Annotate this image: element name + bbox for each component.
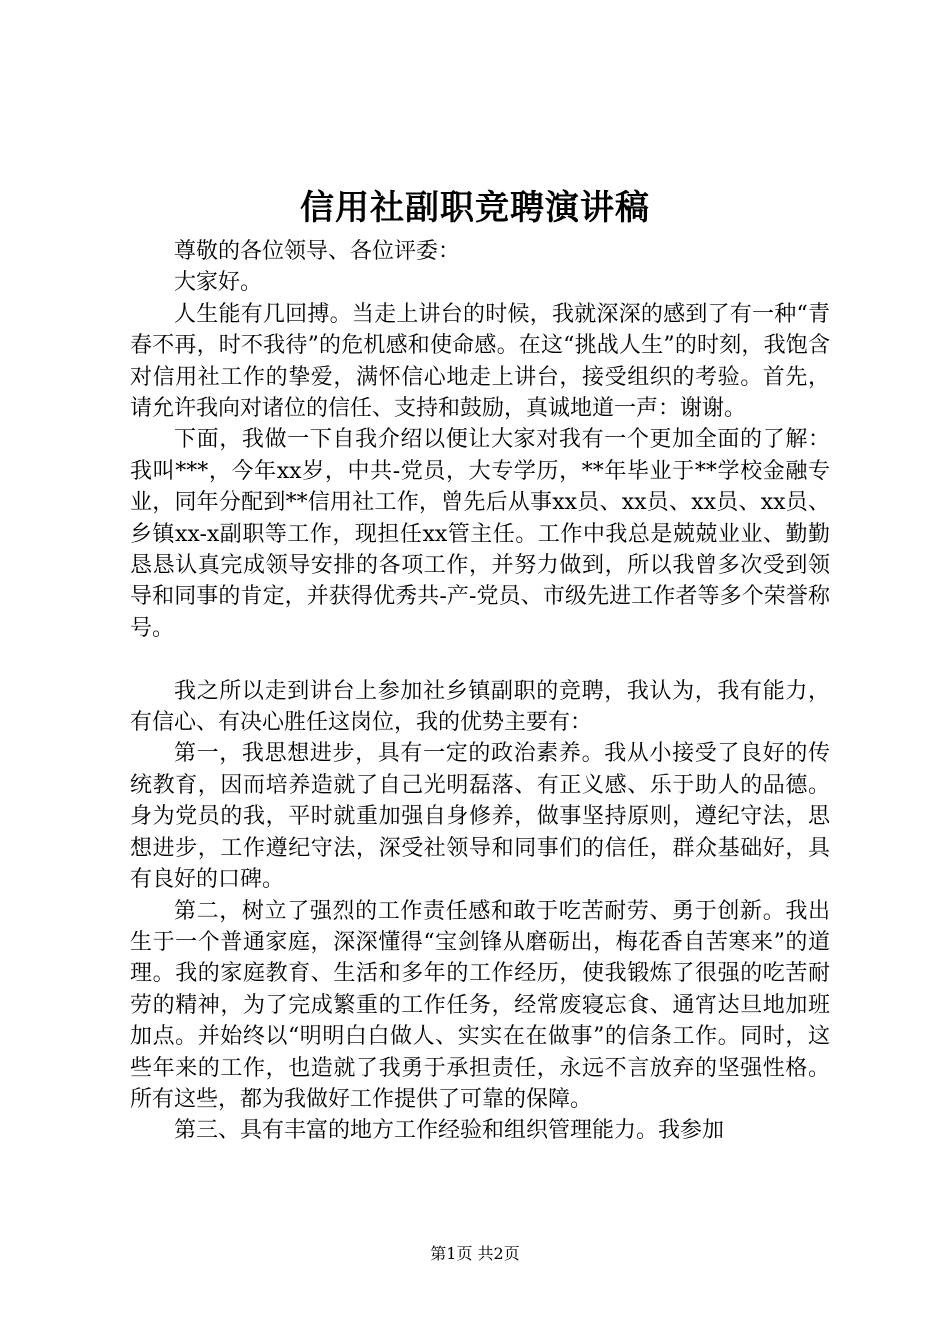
greeting: 大家好。 bbox=[174, 270, 263, 296]
paragraph-advantage-two: 第二，树立了强烈的工作责任感和敢于吃苦耐劳、勇于创新。我出生于一个普通家庭，深深懂得“宝剑锋从磨砺出，梅花香自苦寒来”的道理。我的家庭教育、生活和多年的工作经历，使我锻炼了很强的吃苦耐劳的精神，为了完成繁重的工作任务，经常废寝忘食、通宵达旦地加班加点。并始终以“明明白白做人、实实在在做事”的信条工作。同时，这些年来的工作，也造就了我勇于承担责任，永远不言放弃的坚强性格。所有这些，都为我做好工作提供了可靠的保障。 bbox=[130, 898, 830, 1112]
page-footer: 第1页 共2页 bbox=[430, 1244, 520, 1263]
paragraph-reasons: 我之所以走到讲台上参加社乡镇副职的竞聘，我认为，我有能力，有信心、有决心胜任这岗位，我的优势主要有： bbox=[130, 678, 830, 736]
salutation: 尊敬的各位领导、各位评委： bbox=[174, 239, 461, 264]
paragraph-advantage-three: 第三、具有丰富的地方工作经验和组织管理能力。我参加 bbox=[174, 1118, 725, 1144]
paragraph-advantage-one: 第一，我思想进步，具有一定的政治素养。我从小接受了良好的传统教育，因而培养造就了自己光明磊落、有正义感、乐于助人的品德。身为党员的我，平时就重加强自身修养，做事坚持原则，遵纪守法，思想进步，工作遵纪守法，深受社领导和同事们的信任，群众基础好，具有良好的口碑。 bbox=[130, 741, 830, 893]
paragraph-self-introduction: 下面，我做一下自我介绍以便让大家对我有一个更加全面的了解：我叫***，今年xx岁，中共-党员，大专学历，**年毕业于**学校金融专业，同年分配到**信用社工作，曾先后从事xx员、xx员、xx员、xx员、乡镇xx-x副职等工作，现担任xx管主任。工作中我总是兢兢业业、勤勤恳恳认真完成领导安排的各项工作，并努力做到，所以我曾多次受到领导和同事的肯定，并获得优秀共-产-党员、市级先进工作者等多个荣誉称号。 bbox=[130, 427, 830, 641]
paragraph-opening: 人生能有几回搏。当走上讲台的时候，我就深深的感到了有一种“青春不再，时不我待”的危机感和使命感。在这“挑战人生”的时刻，我饱含对信用社工作的挚爱，满怀信心地走上讲台，接受组织的考验。首先，请允许我向对诸位的信任、支持和鼓励，真诚地道一声：谢谢。 bbox=[130, 301, 830, 422]
document-body bbox=[130, 236, 830, 1147]
document-title: 信用社副职竞聘演讲稿 bbox=[300, 188, 650, 228]
